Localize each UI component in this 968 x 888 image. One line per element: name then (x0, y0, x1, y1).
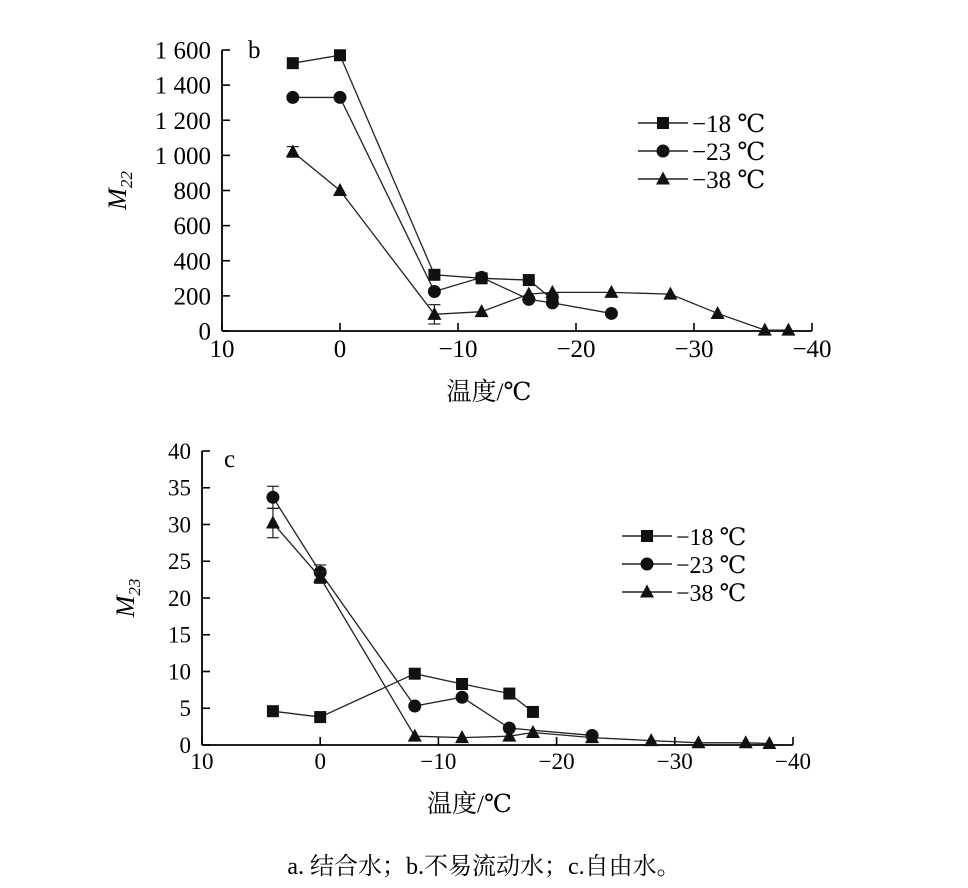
data-point (475, 271, 488, 284)
data-point (266, 516, 280, 529)
data-point (758, 323, 772, 336)
legend-marker (657, 117, 669, 129)
data-point (286, 91, 299, 104)
data-point (711, 306, 725, 319)
legend-label: −18 ℃ (692, 111, 766, 138)
y-tick-label: 800 (173, 178, 211, 205)
legend-label: −38 ℃ (692, 167, 766, 194)
panel-label: c (224, 446, 236, 473)
y-axis-label: $M_{22}$ (103, 171, 136, 210)
y-axis-label: $M_{23}$ (111, 578, 144, 618)
y-axis-label-subscript: 22 (117, 171, 136, 189)
data-point (334, 49, 346, 61)
data-point (409, 668, 421, 680)
figure-caption: a. 结合水；b.不易流动水；c.自由水。 (287, 854, 681, 880)
data-point (408, 700, 421, 713)
y-tick-label: 15 (168, 622, 191, 648)
data-point (545, 285, 559, 298)
y-axis-label-subscript: 23 (125, 578, 144, 596)
data-point (663, 287, 677, 300)
legend-marker (640, 585, 654, 598)
y-tick-label: 20 (168, 585, 191, 611)
y-tick-label: 600 (173, 213, 211, 241)
y-tick-label: 30 (168, 512, 191, 538)
y-tick-label: 1 600 (154, 37, 211, 65)
series-line (273, 674, 533, 717)
data-point (781, 323, 795, 336)
legend-marker (656, 172, 670, 185)
chart-panel-b (103, 37, 832, 406)
data-point (605, 307, 618, 320)
chart-panel-c (111, 439, 811, 818)
data-point (526, 725, 540, 738)
data-point (314, 711, 326, 723)
x-axis-label: 温度/℃ (446, 379, 532, 406)
y-tick-label: 0 (198, 318, 211, 346)
legend-marker (641, 530, 653, 542)
x-tick-label: 0 (333, 336, 347, 363)
y-tick-label: 40 (168, 438, 191, 464)
x-tick-label: −30 (674, 336, 714, 363)
x-tick-label: −40 (775, 749, 811, 774)
data-point (739, 735, 753, 748)
data-point (334, 91, 347, 104)
data-point (475, 304, 489, 317)
legend-marker (641, 558, 654, 571)
x-tick-label: 0 (314, 749, 326, 774)
y-tick-label: 0 (179, 732, 191, 758)
y-tick-label: 35 (168, 475, 191, 501)
data-point (456, 691, 469, 704)
legend-label: −23 ℃ (676, 553, 747, 579)
data-point (546, 296, 559, 309)
legend-marker (657, 145, 670, 158)
data-point (287, 57, 299, 69)
panel-label: b (248, 37, 261, 64)
data-point (456, 678, 468, 690)
y-tick-label: 1 400 (154, 72, 211, 100)
y-tick-label: 1 200 (154, 107, 211, 135)
x-tick-label: −30 (656, 749, 693, 774)
x-tick-label: −40 (792, 336, 832, 363)
x-tick-label: −20 (556, 336, 596, 363)
x-tick-label: −10 (438, 336, 478, 363)
data-point (267, 705, 279, 717)
legend-label: −38 ℃ (676, 581, 747, 607)
data-point (644, 733, 658, 746)
data-point (428, 269, 440, 281)
x-tick-label: −10 (420, 749, 457, 774)
x-tick-label: 10 (190, 749, 214, 774)
data-point (428, 285, 441, 298)
data-point (503, 688, 515, 700)
y-tick-label: 25 (168, 549, 191, 575)
series-line (293, 97, 612, 313)
x-axis-label: 温度/℃ (427, 791, 512, 818)
data-point (691, 735, 705, 748)
data-point (455, 730, 469, 743)
x-tick-label: −20 (538, 749, 575, 774)
data-point (762, 736, 776, 749)
data-point (408, 729, 422, 742)
data-point (527, 706, 539, 718)
y-tick-label: 5 (179, 696, 191, 722)
data-point (266, 491, 279, 504)
data-point (523, 274, 535, 286)
x-tick-label: 10 (209, 336, 235, 363)
data-point (333, 183, 347, 196)
series-line (293, 55, 553, 299)
legend-label: −23 ℃ (692, 139, 766, 166)
y-tick-label: 200 (173, 283, 211, 311)
legend-label: −18 ℃ (676, 525, 747, 551)
data-point (604, 285, 618, 298)
y-tick-label: 400 (173, 248, 211, 276)
series-line (273, 497, 592, 735)
y-tick-label: 1 000 (154, 142, 211, 170)
y-tick-label: 10 (168, 659, 191, 685)
